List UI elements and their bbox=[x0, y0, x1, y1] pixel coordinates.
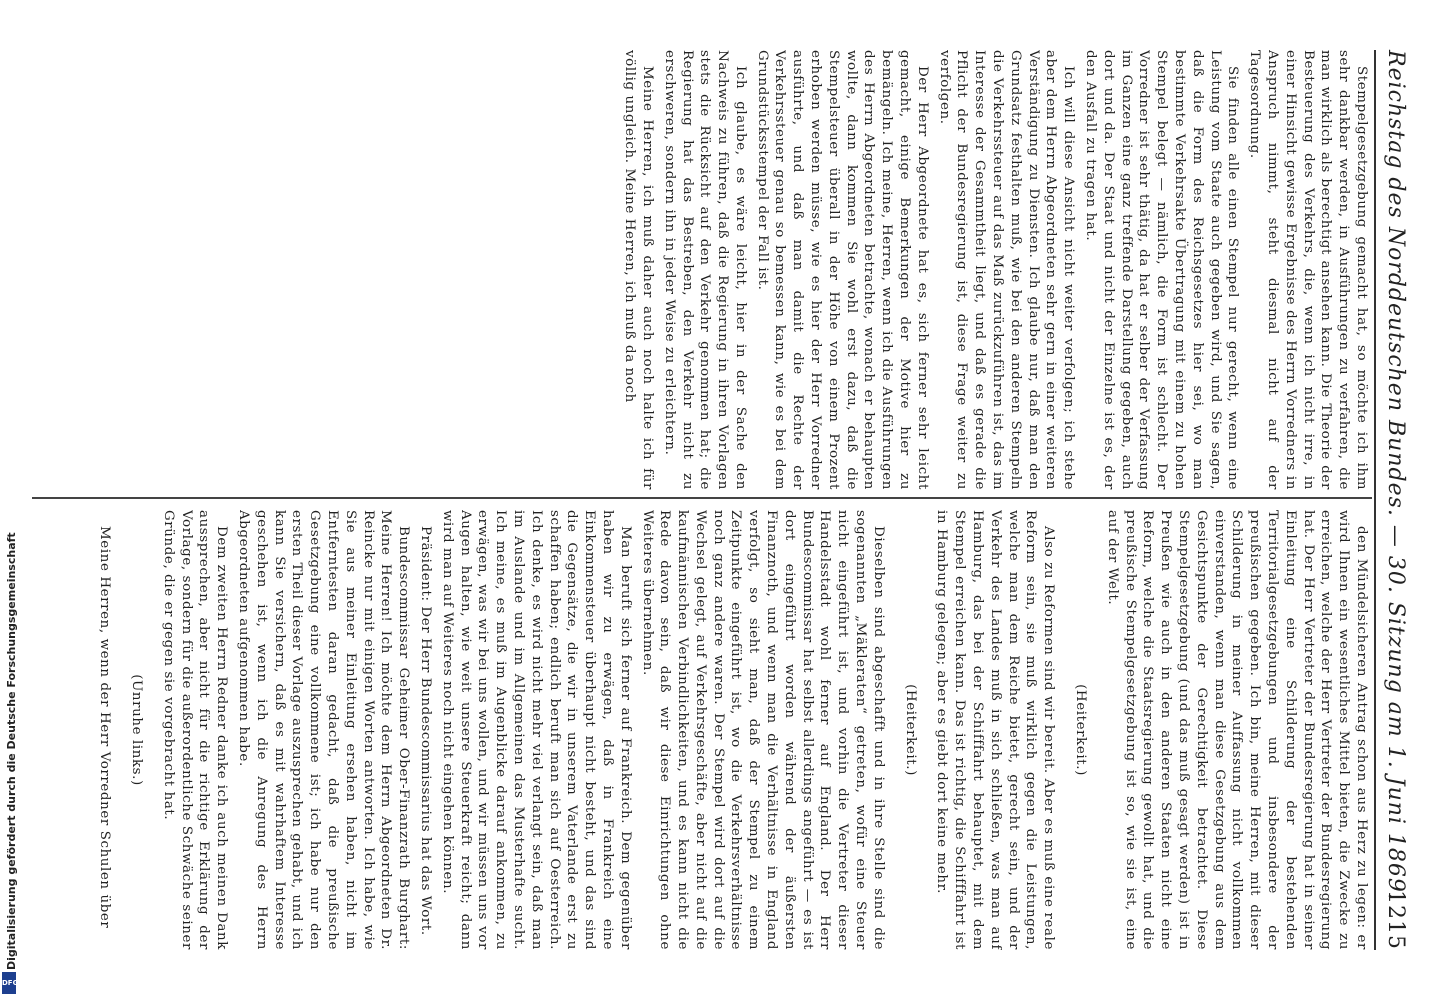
paragraph: Bundescommissar Geheimer Ober-Finanzrath Burghart: Meine Herren! Ich möchte dem Herrn Abgeordneten Dr. Reincke nur mit einigen Worten antworten. Ich habe, wie Sie aus meiner Einleitung ersehen haben, nicht im Entferntesten daran gedacht, daß die preußische Gesetzgebung eine vollkommene ist; ich habe nur den ersten Theil dieser Vorlage auszusprechen gehabt, und ich kann Sie versichern, daß es mit wahrhaftem Interesse geschehen ist, wenn ich die Anregung des Herrn Abgeordneten aufgenommen habe. bbox=[235, 510, 412, 950]
paragraph: Der Herr Abgeordnete hat es, sich ferner sehr leicht gemacht, einige Bemerkungen der Motive hier zu bemängeln. Ich meine, Herren, wenn ich die Ausführungen des Herrn Abgeordneten betrachte, wonach er behaupten wollte, dann kommen Sie wohl erst dazu, daß die Stempelsteuer überall in der Höhe von einem Prozent erhoben werden müsse, wie es hier der Herr Vorredner ausführte, und daß man damit die Rechte der Verkehrssteuer genau so bemessen kann, wie es bei dem Grundstücksstempel der Fall ist. bbox=[754, 50, 930, 490]
digitization-credit bbox=[4, 532, 22, 988]
stage-direction: (Unruhe links.) bbox=[129, 674, 144, 786]
paragraph: Meine Herren, ich muß daher auch noch halte ich für völlig ungleich. Meine Herren, ich muß da noch bbox=[622, 50, 655, 490]
paragraph: den Mündelsicheren Antrag schon aus Herz zu legen: er wird Ihnen ein wesentliches Mittel bieten, die Zwecke zu erreichen, welche der Herr Vertreter der Bundesregierung hat. Der Herr Vertreter der Bundesregierung hat in seiner Einleitung eine Schilderung der bestehenden Territorialgesetzgebungen und insbesondere der preußischen gegeben. Ich bin, meine Herren, mit dieser Schilderung in meiner Auffassung nicht vollkommen einverstanden, wenn man diese Gesetzgebung aus dem Gesichtspunkte der Gerechtigkeit betrachtet. Diese Stempelgesetzgebung (und das muß gesagt werden) ist in Preußen wie auch in den anderen Staaten nicht eine Reform, welche die Staatsregierung gewollt hat, und die preußische Stempelgesetzgebung ist so, wie sie ist, eine auf der Welt. bbox=[1104, 510, 1369, 950]
stage-direction: (Heiterkeit.) bbox=[902, 684, 918, 776]
paragraph: Dem zweiten Herrn Redner danke ich auch meinen Dank aussprechen, aber nicht für die richtige Erklärung der Vorlage, sondern für die außerordentliche Schwäche seiner Gründe, die er gegen sie vorgebracht hat. bbox=[160, 510, 230, 950]
text-column-right bbox=[40, 510, 1370, 950]
header-rule bbox=[1374, 50, 1376, 950]
running-title: Reichstag des Norddeutschen Bundes. — 30. Sitzung am 1. Juni 1869. bbox=[1383, 50, 1408, 901]
paragraph: Meine Herren, wenn der Herr Vorredner Schulen über bbox=[97, 526, 113, 929]
paragraph: Stempelgesetzgebung gemacht hat, so möchte ich ihm sehr dankbar werden, in Ausführungen zu verfahren, die man wirklich als berechtigt ansehen kann. Die Theorie der Besteuerung des Verkehrs, die, wenn ich nicht irre, in einer Hinsicht gewisse Ergebnisse des Herrn Vorredners in Anspruch nimmt, steht diesmal nicht auf der Tagesordnung. bbox=[1247, 50, 1369, 490]
paragraph: Ich will diese Ansicht nicht weiter verfolgen; ich stehe aber dem Herrn Abgeordneten sehr gern in einer weiteren Verständigung zu Diensten. Ich glaube nur, daß man den Grundsatz festhalten muß, wie bei den anderen Stempeln die Verkehrssteuer auf das Maß zurückzuführen ist, das im Interesse der Gesammtheit liegt, und daß es gerade die Pflicht der Bundesregierung ist, diese Frage weiter zu verfolgen. bbox=[936, 50, 1077, 490]
paragraph: Man beruft sich ferner auf Frankreich. Dem gegenüber haben wir zu erwägen, daß in Frankreich eine Einkommensteuer überhaupt nicht besteht, und das sind die Gegensätze, die wir in unserem Vaterlande erst zu schaffen haben; endlich beruft man sich auf Oesterreich. Ich denke, es wird nicht mehr viel verlangt sein, daß man im Auslande und im Allgemeinen das Musterhafte sucht. Ich meine, es muß im Augenblicke darauf ankommen, zu erwägen, was wir bei uns wollen, und wir müssen uns vor Augen halten, wie weit unsere Steuerkraft reicht; dann wird man auf Weiteres noch nicht eingehen können. bbox=[439, 510, 633, 950]
dfg-logo-icon: DFG bbox=[2, 972, 16, 994]
page-number: 1215 bbox=[1383, 890, 1408, 950]
stage-direction: (Heiterkeit.) bbox=[1073, 684, 1089, 776]
column-divider bbox=[32, 497, 1372, 499]
credit-text: Digitalisierung gefördert durch die Deutsche Forschungsgemeinschaft bbox=[5, 532, 18, 970]
paragraph: Sie finden alle einen Stempel nur gerecht, wenn eine Leistung vom Staate auch gegeben wird, und Sie sagen, daß die Form des Reichsgesetzes hier sei, wo man bestimmte Verkehrsakte Übertragung mit einem zu hohen Stempel belegt — nämlich, die Form ist schlecht. Der Vorredner ist sehr thätig, da hat er selber der Verfassung im Ganzen eine ganz treffende Darstellung gegeben, auch dort und da. Der Staat und nicht der Einzelne ist es, der den Ausfall zu tragen hat. bbox=[1083, 50, 1241, 490]
speaker-line: Präsident: Der Herr Bundescommissarius hat das Wort. bbox=[417, 526, 433, 936]
paragraph: Ich glaube, es wäre leicht, hier in der Sache den Nachweis zu führen, daß die Regierung in ihren Vorlagen stets die Rücksicht auf den Verkehr genommen hat; die Regierung hat das Bestreben, den Verkehr nicht zu erschweren, sondern ihn in jeder Weise zu erleichtern. bbox=[661, 50, 748, 490]
paragraph: Dieselben sind abgeschafft und in ihre Stelle sind die sogenannten „Mäkleraten“ getreten, wofür eine Steuer nicht eingeführt ist, und vorhin die Vertreter dieser Handelsstadt wohl ferner auf England. Der Herr Bundescommissar hat selbst allerdings angeführt — es ist dort eingeführt worden während der äußersten Finanznoth, und wenn man die Verhältnisse in England verfolgt, so sieht man, daß der Stempel zu einem Zeitpunkte eingeführt ist, wo die Verkehrsverhältnisse noch ganz andere waren. Der Stempel wird dort auf die Wechsel gelegt, auf Verkehrsgeschäfte, aber nicht auf die kaufmännischen Verbindlichkeiten, und es kann nicht die Rede davon sein, daß wir diese Einrichtungen ohne Weiteres übernehmen. bbox=[639, 510, 886, 950]
paragraph: Also zu Reformen sind wir bereit. Aber es muß eine reale Reform sein, sie muß wirklich gegen die Leistungen, welche man dem Reiche bietet, gerecht sein, und der Verkehr des Landes muß in sich schließen, was man auf Hamburg, das bei der Schifffahrt behauptet, mit dem Stempel erreichen kann. Das ist richtig, die Schifffahrt ist in Hamburg gelegen; aber es giebt dort keine mehr. bbox=[934, 510, 1057, 950]
text-column-left bbox=[40, 50, 1370, 490]
page-header bbox=[1376, 50, 1416, 950]
